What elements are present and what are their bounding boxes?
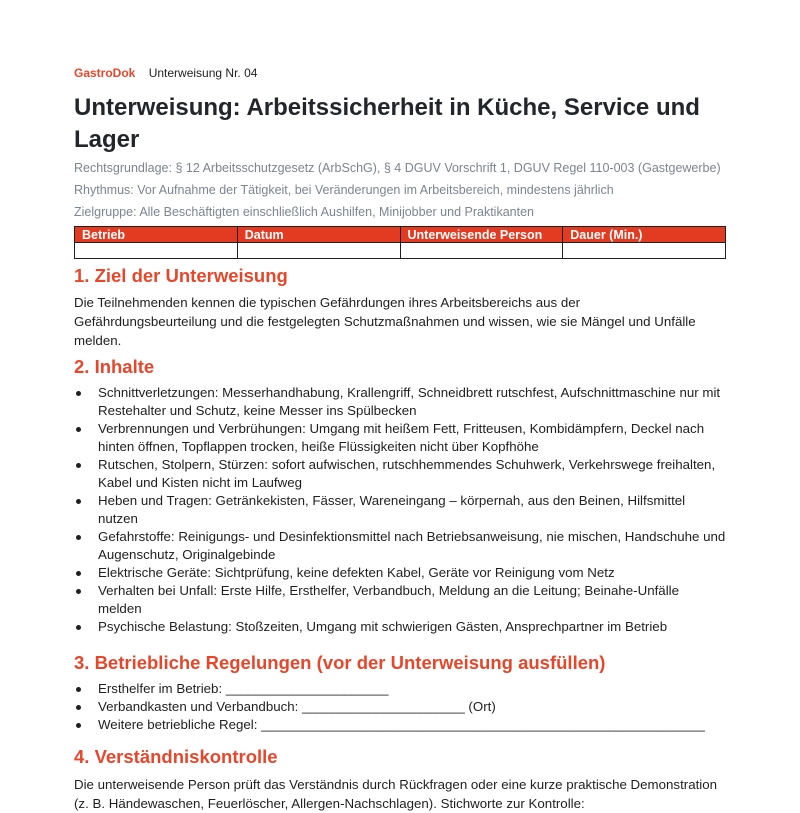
cell-dauer[interactable] (563, 243, 726, 259)
list-item-weitere-regel[interactable]: Weitere betriebliche Regel: ____________________________________________________________ (74, 716, 726, 734)
rules-list (74, 680, 726, 734)
list-item: Verhalten bei Unfall: Erste Hilfe, Ersthelfer, Verbandbuch, Meldung an die Leitung; Beinahe-Unfälle melden (74, 582, 726, 618)
column-header-dauer: Dauer (Min.) (563, 227, 726, 243)
section-text-ziel: Die Teilnehmenden kennen die typischen Gefährdungen ihres Arbeitsbereichs aus der Gefährdungsbeurteilung und die festgelegten Schutzmaßnahmen und wissen, wie sie Mängel und Unfälle melden. (74, 295, 696, 348)
list-item: Gefahrstoffe: Reinigungs- und Desinfektionsmittel nach Betriebsanweisung, nie mischen, Handschuhe und Augenschutz, Originalgebinde (74, 528, 726, 564)
section-heading-inhalte: 2. Inhalte (74, 356, 155, 377)
list-item: Heben und Tragen: Getränkekisten, Fässer, Wareneingang – körpernah, aus den Beinen, Hilfsmittel nutzen (74, 492, 726, 528)
section-heading-ziel: 1. Ziel der Unterweisung (74, 265, 288, 286)
list-item: Rutschen, Stolpern, Stürzen: sofort aufwischen, rutschhemmendes Schuhwerk, Verkehrswege freihalten, Kabel und Kisten nicht im Laufweg (74, 456, 726, 492)
legal-basis: Rechtsgrundlage: § 12 Arbeitsschutzgesetz (ArbSchG), § 4 DGUV Vorschrift 1, DGUV Regel 110-003 (Gastgewerbe) (74, 161, 721, 175)
cell-betrieb[interactable] (75, 243, 238, 259)
brand-name: GastroDok (74, 66, 136, 80)
document-header (74, 66, 257, 80)
section-heading-verstaendnis: 4. Verständniskontrolle (74, 746, 278, 767)
table-row (75, 243, 726, 259)
list-item: Elektrische Geräte: Sichtprüfung, keine defekten Kabel, Geräte vor Reinigung vom Netz (74, 564, 726, 582)
section-text-verstaendnis: Die unterweisende Person prüft das Verständnis durch Rückfragen oder eine kurze praktische Demonstration (z. B. Händewaschen, Feuerlöscher, Allergen-Nachschlagen). Stichworte zur Kontrolle: (74, 777, 718, 811)
target-group: Zielgruppe: Alle Beschäftigten einschließlich Aushilfen, Minijobber und Praktikanten (74, 205, 534, 219)
column-header-datum: Datum (237, 227, 400, 243)
section-heading-regelungen: 3. Betriebliche Regelungen (vor der Unterweisung ausfüllen) (74, 652, 606, 673)
info-table (74, 226, 726, 259)
document-number: Unterweisung Nr. 04 (148, 66, 258, 80)
column-header-person: Unterweisende Person (400, 227, 563, 243)
cell-person[interactable] (400, 243, 563, 259)
cell-datum[interactable] (237, 243, 400, 259)
page-title: Unterweisung: Arbeitssicherheit in Küche, Service und Lager (74, 94, 700, 153)
column-header-betrieb: Betrieb (75, 227, 238, 243)
content-list (74, 384, 726, 636)
list-item-ersthelfer[interactable]: Ersthelfer im Betrieb: ______________________ (74, 680, 726, 698)
list-item: Psychische Belastung: Stoßzeiten, Umgang mit schwierigen Gästen, Ansprechpartner im Betrieb (74, 618, 726, 636)
list-item: Schnittverletzungen: Messerhandhabung, Krallengriff, Schneidbrett rutschfest, Aufschnittmaschine nur mit Restehalter und Schutz, keine Messer ins Spülbecken (74, 384, 726, 420)
list-item-verbandkasten[interactable]: Verbandkasten und Verbandbuch: ______________________ (Ort) (74, 698, 726, 716)
list-item: Verbrennungen und Verbrühungen: Umgang mit heißem Fett, Fritteusen, Kombidämpfern, Deckel nach hinten öffnen, Topflappen trocken, heiße Flüssigkeiten nicht über Kopfhöhe (74, 420, 726, 456)
rhythm: Rhythmus: Vor Aufnahme der Tätigkeit, bei Veränderungen im Arbeitsbereich, mindestens jährlich (74, 183, 614, 197)
